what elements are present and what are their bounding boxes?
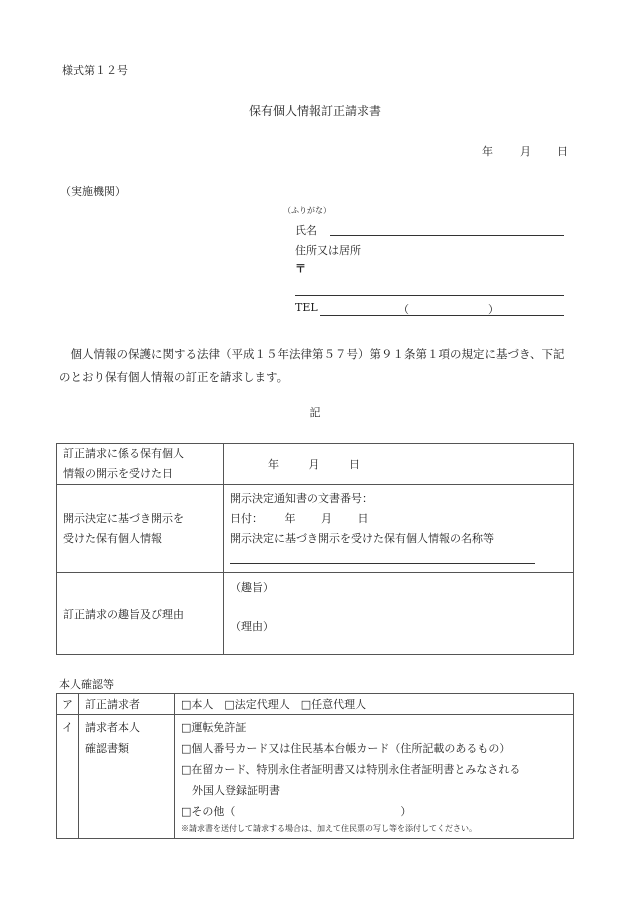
date-month-label: 月	[520, 145, 531, 158]
row-i-label-cell	[79, 715, 175, 839]
row3-label: 訂正請求の趣旨及び理由	[57, 573, 224, 655]
row-i-mark: イ	[57, 715, 79, 839]
purpose-reason-cell[interactable]	[224, 573, 574, 655]
row1-month: 月	[308, 458, 320, 471]
info-name-label: 開示決定に基づき開示を受けた保有個人情報の名称等	[230, 532, 494, 545]
name-underline[interactable]	[330, 235, 564, 236]
row1-year: 年	[268, 458, 279, 471]
reason-label: （理由）	[230, 620, 274, 633]
row1-label-line2: 情報の開示を受けた日	[63, 467, 173, 480]
row2-label-line1: 開示決定に基づき開示を	[63, 511, 184, 525]
row2-date-label: 日付：	[230, 512, 263, 525]
id-option-other[interactable]	[181, 801, 567, 822]
info-name-underline	[230, 563, 535, 564]
furigana-label: （ふりがな）	[283, 206, 331, 215]
row-i-label-line1: 請求者本人	[85, 721, 140, 734]
agency-label: （実施機関）	[60, 185, 126, 198]
id-option-residence-card[interactable]: □在留カード、特別永住者証明書又は特別永住者証明書とみなされる	[181, 763, 521, 776]
doc-number-label: 開示決定通知書の文書番号：	[230, 492, 373, 505]
purpose-label: （趣旨）	[230, 581, 274, 594]
id-option-residence-card-cont: 外国人登録証明書	[192, 784, 280, 797]
row-a-label: 訂正請求者	[79, 694, 175, 715]
row1-day: 日	[349, 458, 360, 471]
identity-heading: 本人確認等	[59, 678, 114, 691]
table-row	[57, 694, 574, 715]
tel-label: TEL	[295, 301, 318, 314]
date-year-label: 年	[482, 145, 493, 158]
other-close: ）	[400, 805, 412, 818]
table-row	[57, 485, 574, 573]
row2-year: 年	[284, 512, 296, 525]
table-row	[57, 573, 574, 655]
disclosure-date-cell[interactable]	[224, 444, 574, 485]
disclosed-info-cell[interactable]	[224, 485, 574, 573]
address-label: 住所又は居所	[295, 244, 361, 257]
id-option-license[interactable]: □運転免許証	[181, 721, 247, 734]
address-underline[interactable]	[295, 295, 564, 296]
page-title: 保有個人情報訂正請求書	[248, 104, 381, 118]
row1-label-cell	[57, 444, 224, 485]
id-documents-cell	[175, 715, 574, 839]
tel-open-paren: （	[398, 303, 409, 316]
row1-label-line1: 訂正請求に係る保有個人	[63, 447, 184, 460]
row2-label-cell	[57, 485, 224, 573]
row2-month: 月	[321, 512, 332, 525]
row2-label-line2: 受けた保有個人情報	[63, 531, 162, 545]
form-number: 様式第１２号	[62, 64, 128, 77]
row-a-mark: ア	[57, 694, 79, 715]
id-option-mynumber[interactable]: □個人番号カード又は住民基本台帳カード（住所記載のあるもの）	[181, 742, 511, 755]
date-day-label: 日	[557, 145, 568, 158]
tel-underline[interactable]	[320, 315, 564, 316]
tel-close-paren: ）	[488, 303, 499, 316]
ki-label: 記	[309, 406, 321, 419]
row2-day: 日	[357, 512, 369, 525]
identity-table	[56, 693, 574, 839]
name-label: 氏名	[295, 224, 317, 237]
main-table	[56, 443, 574, 655]
row-i-label-line2: 確認書類	[85, 742, 129, 755]
table-row	[57, 715, 574, 839]
id-note: ※請求書を送付して請求する場合は、加えて住民票の写し等を添付してください。	[181, 824, 477, 833]
intro-text: 個人情報の保護に関する法律（平成１５年法律第５７号）第９１条第１項の規定に基づき、下記のとおり保有個人情報の訂正を請求します。	[59, 347, 565, 384]
other-label: □その他（	[181, 805, 236, 818]
requester-type-options[interactable]: □本人 □法定代理人 □任意代理人	[175, 694, 574, 715]
table-row	[57, 444, 574, 485]
postal-mark: 〒	[295, 262, 306, 275]
